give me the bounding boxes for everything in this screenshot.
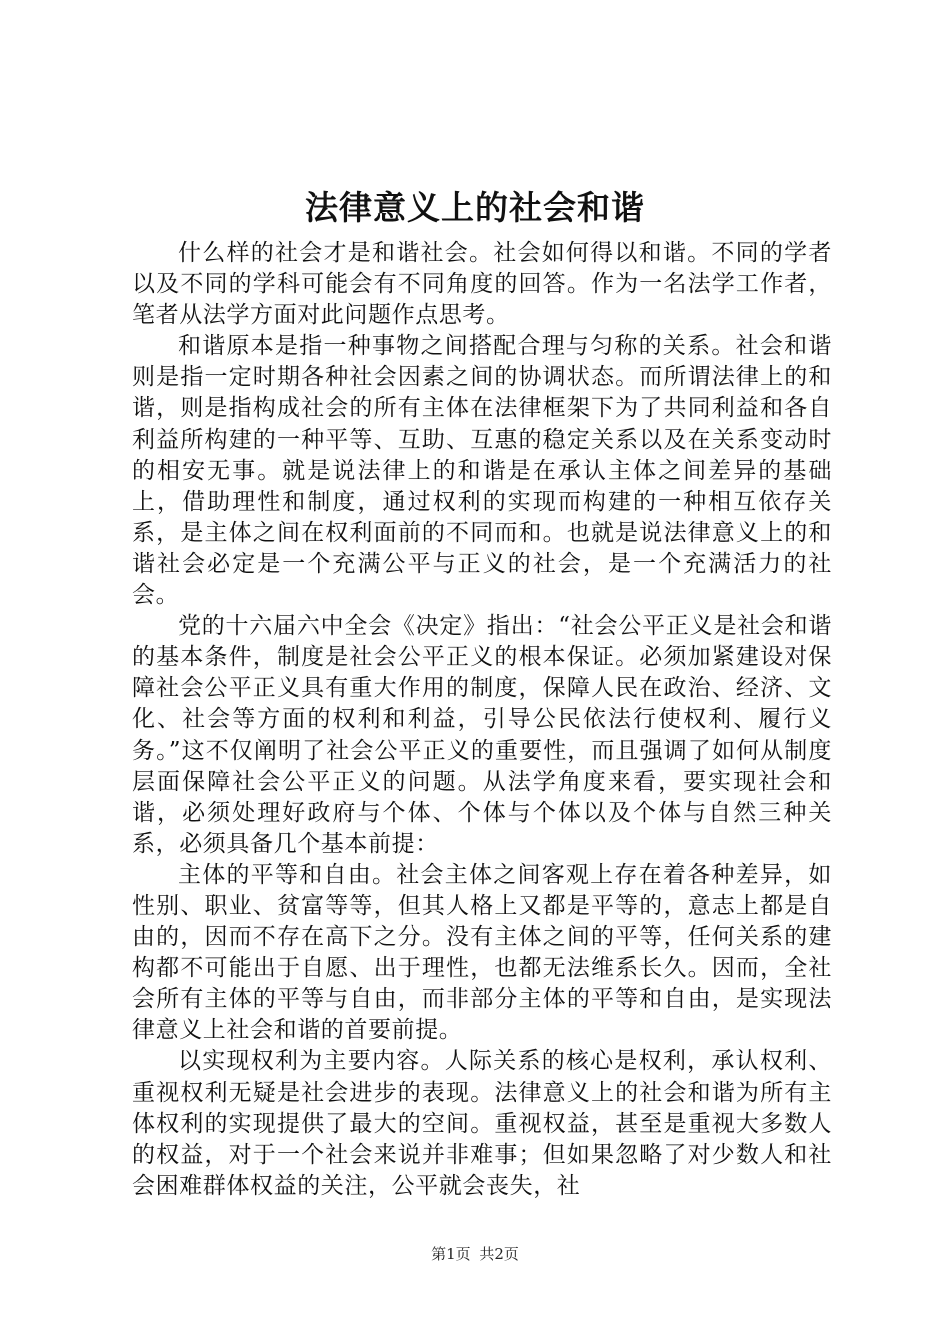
- paragraph: 主体的平等和自由。社会主体之间客观上存在着各种差异，如性别、职业、贫富等等，但其人格上又都是平等的，意志上都是自由的，因而不存在高下之分。没有主体之间的平等，任何关系的建构都不可能出于自愿、出于理性，也都无法维系长久。因而，全社会所有主体的平等与自由，而非部分主体的平等和自由，是实现法律意义上社会和谐的首要前提。: [132, 861, 832, 1044]
- document-title: 法律意义上的社会和谐: [305, 188, 645, 227]
- paragraph: 以实现权利为主要内容。人际关系的核心是权利，承认权利、重视权利无疑是社会进步的表现。法律意义上的社会和谐为所有主体权利的实现提供了最大的空间。重视权益，甚至是重视大多数人的权益，对于一个社会来说并非难事；但如果忽略了对少数人和社会困难群体权益的关注，公平就会丧失，社: [132, 1048, 832, 1199]
- paragraph: 和谐原本是指一种事物之间搭配合理与匀称的关系。社会和谐则是指一定时期各种社会因素之间的协调状态。而所谓法律上的和谐，则是指构成社会的所有主体在法律框架下为了共同利益和各自利益所构建的一种平等、互助、互惠的稳定关系以及在关系变动时的相安无事。就是说法律上的和谐是在承认主体之间差异的基础上，借助理性和制度，通过权利的实现而构建的一种相互依存关系，是主体之间在权利面前的不同而和。也就是说法律意义上的和谐社会必定是一个充满公平与正义的社会，是一个充满活力的社会。: [132, 333, 832, 609]
- paragraph: 党的十六届六中全会《决定》指出：“社会公平正义是社会和谐的基本条件，制度是社会公平正义的根本保证。必须加紧建设对保障社会公平正义具有重大作用的制度，保障人民在政治、经济、文化、社会等方面的权利和利益，引导公民依法行使权利、履行义务。”这不仅阐明了社会公平正义的重要性，而且强调了如何从制度层面保障社会公平正义的问题。从法学角度来看，要实现社会和谐，必须处理好政府与个体、个体与个体以及个体与自然三种关系，必须具备几个基本前提：: [132, 613, 832, 857]
- paragraph: 什么样的社会才是和谐社会。社会如何得以和谐。不同的学者以及不同的学科可能会有不同角度的回答。作为一名法学工作者，笔者从法学方面对此问题作点思考。: [132, 240, 832, 329]
- page-footer: [0, 1244, 950, 1264]
- page-total: 共2页: [479, 1245, 519, 1263]
- page-number: 第1页: [431, 1245, 471, 1263]
- document-body: [132, 238, 832, 1202]
